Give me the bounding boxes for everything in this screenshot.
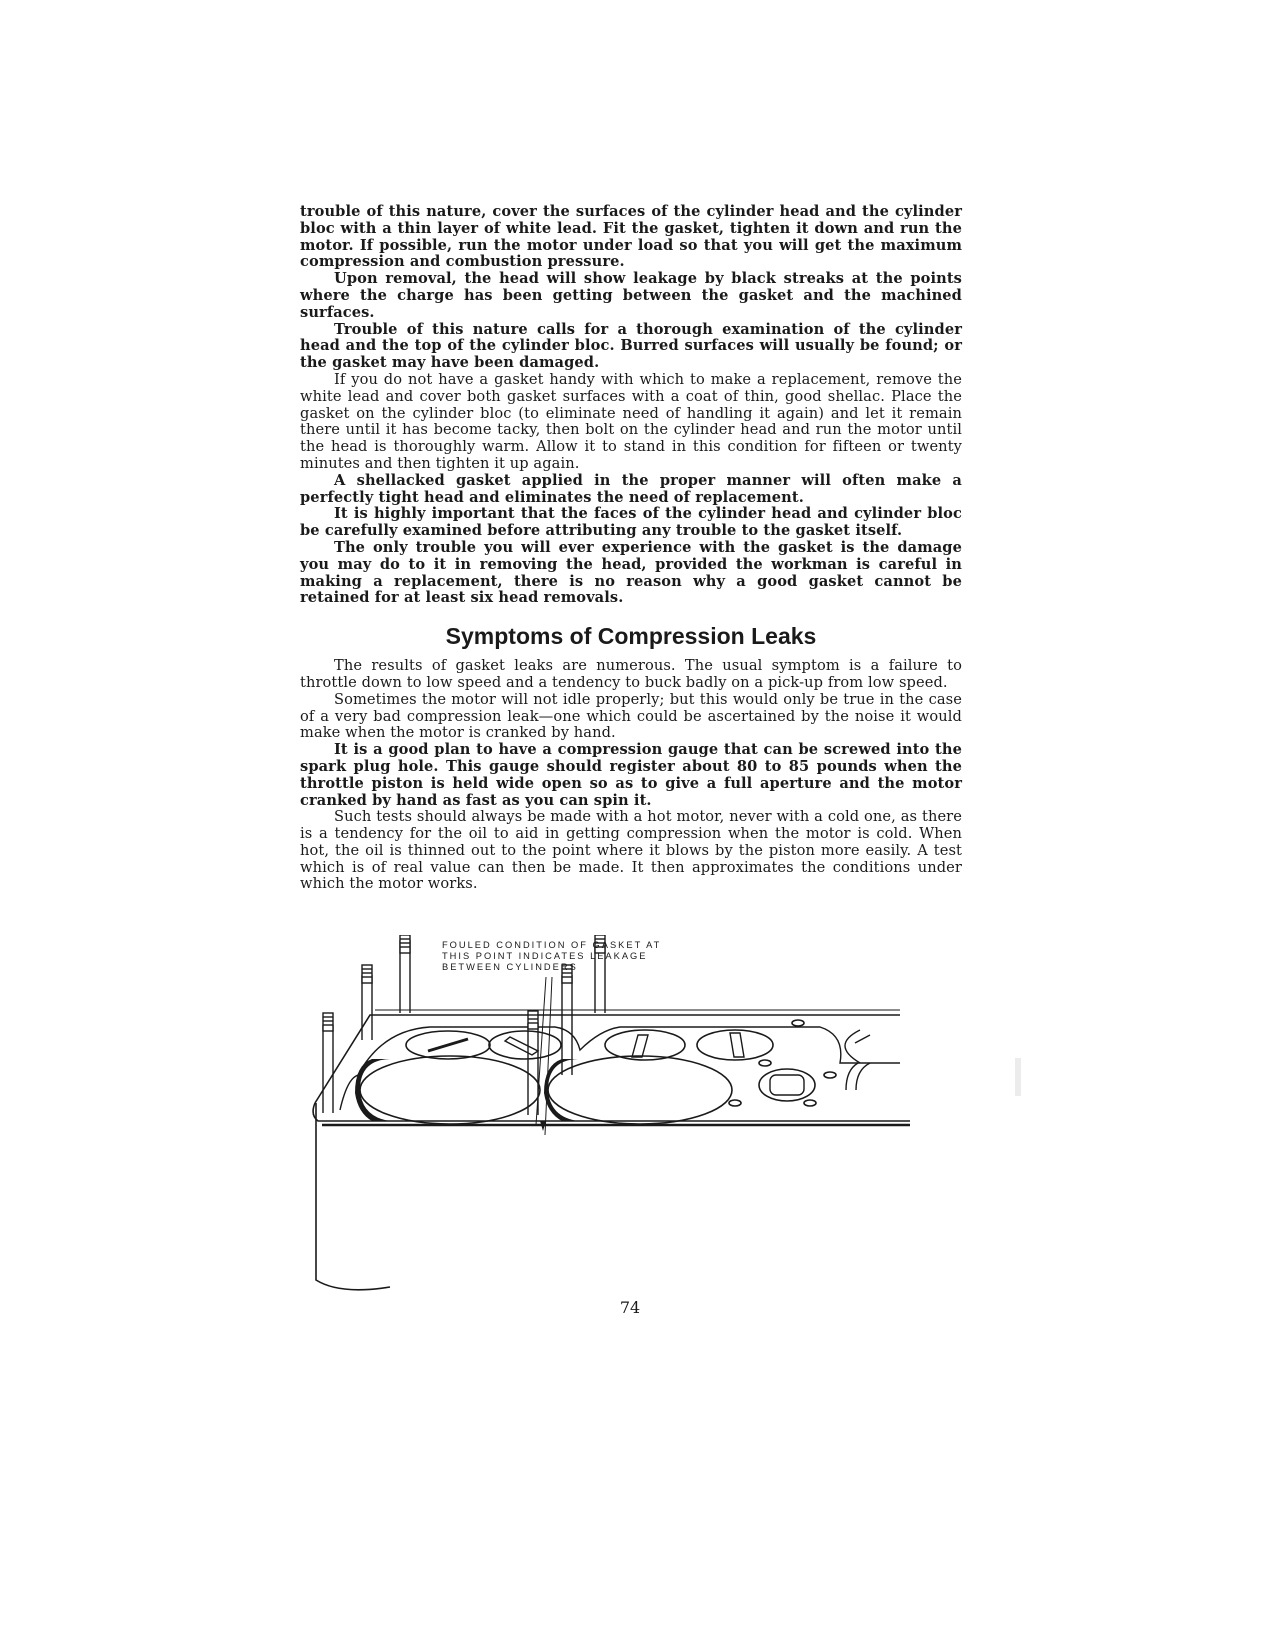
paragraph: Trouble of this nature calls for a thorough examination of the cylinder head and the top of the cylinder bloc. Burred surfaces will usually be found; or the gasket may have been damaged. [300,320,962,372]
callout-line-1: FOULED CONDITION OF GASKET AT [442,940,662,950]
section-heading: Symptoms of Compression Leaks [445,623,817,650]
cylinder-bloc-illustration [300,935,960,1310]
paragraph: Such tests should always be made with a hot motor, never with a cold one, as there is a tendency for the oil to aid in getting compression when the motor is cold. When hot, the oil is thinned out to the point where it blows by the piston more easily. A test which is of real value can then be made. It then approximates the conditions under which the motor works. [300,808,962,893]
figure-callout [442,940,682,973]
paragraph: The results of gasket leaks are numerous. The usual symptom is a failure to throttle down to low speed and a tendency to buck badly on a pick-up from low speed. [300,657,962,691]
callout-line-3: BETWEEN CYLINDERS [442,962,578,972]
paragraph: Sometimes the motor will not idle properly; but this would only be true in the case of a very bad compression leak—one which could be ascertained by the noise it would make when the motor is cranked by hand. [300,690,962,742]
paragraph: It is a good plan to have a compression gauge that can be screwed into the spark plug hole. This gauge should register about 80 to 85 pounds when the throttle piston is held wide open so as to give a full aperture and the motor cranked by hand as fast as you can spin it. [300,741,962,809]
callout-line-2: THIS POINT INDICATES LEAKAGE [442,951,648,961]
text-column [300,204,962,893]
scan-margin-mark [1015,1058,1021,1096]
paragraph-group-2 [300,658,962,893]
paragraph: Upon removal, the head will show leakage by black streaks at the points where the charge has been getting between the gasket and the machined surfaces. [300,270,962,321]
paragraph-group-1 [300,204,962,607]
page-number: 74 [619,1298,641,1317]
paragraph: The only trouble you will ever experience with the gasket is the damage you may do to it in removing the head, provided the workman is careful in making a replacement, there is no reason why a good gasket cannot be retained for at least six head removals. [300,538,962,607]
paragraph: trouble of this nature, cover the surfaces of the cylinder head and the cylinder bloc with a thin layer of white lead. Fit the gasket, tighten it down and run the motor. If possible, run the motor under load so that you will get the maximum compression and combustion pressure. [300,203,962,271]
paragraph: A shellacked gasket applied in the proper manner will often make a perfectly tight head and eliminates the need of replacement. [300,471,962,506]
gasket-figure [300,935,960,1310]
paragraph: It is highly important that the faces of the cylinder head and cylinder bloc be carefully examined before attributing any trouble to the gasket itself. [300,505,962,540]
paragraph: If you do not have a gasket handy with which to make a replacement, remove the white lead and cover both gasket surfaces with a coat of thin, good shellac. Place the gasket on the cylinder bloc (to eliminate need of handling it again) and let it remain there until it has become tacky, then bolt on the cylinder head and run the motor until the head is thoroughly warm. Allow it to stand in this condition for fifteen or twenty minutes and then tighten it up again. [300,370,962,472]
